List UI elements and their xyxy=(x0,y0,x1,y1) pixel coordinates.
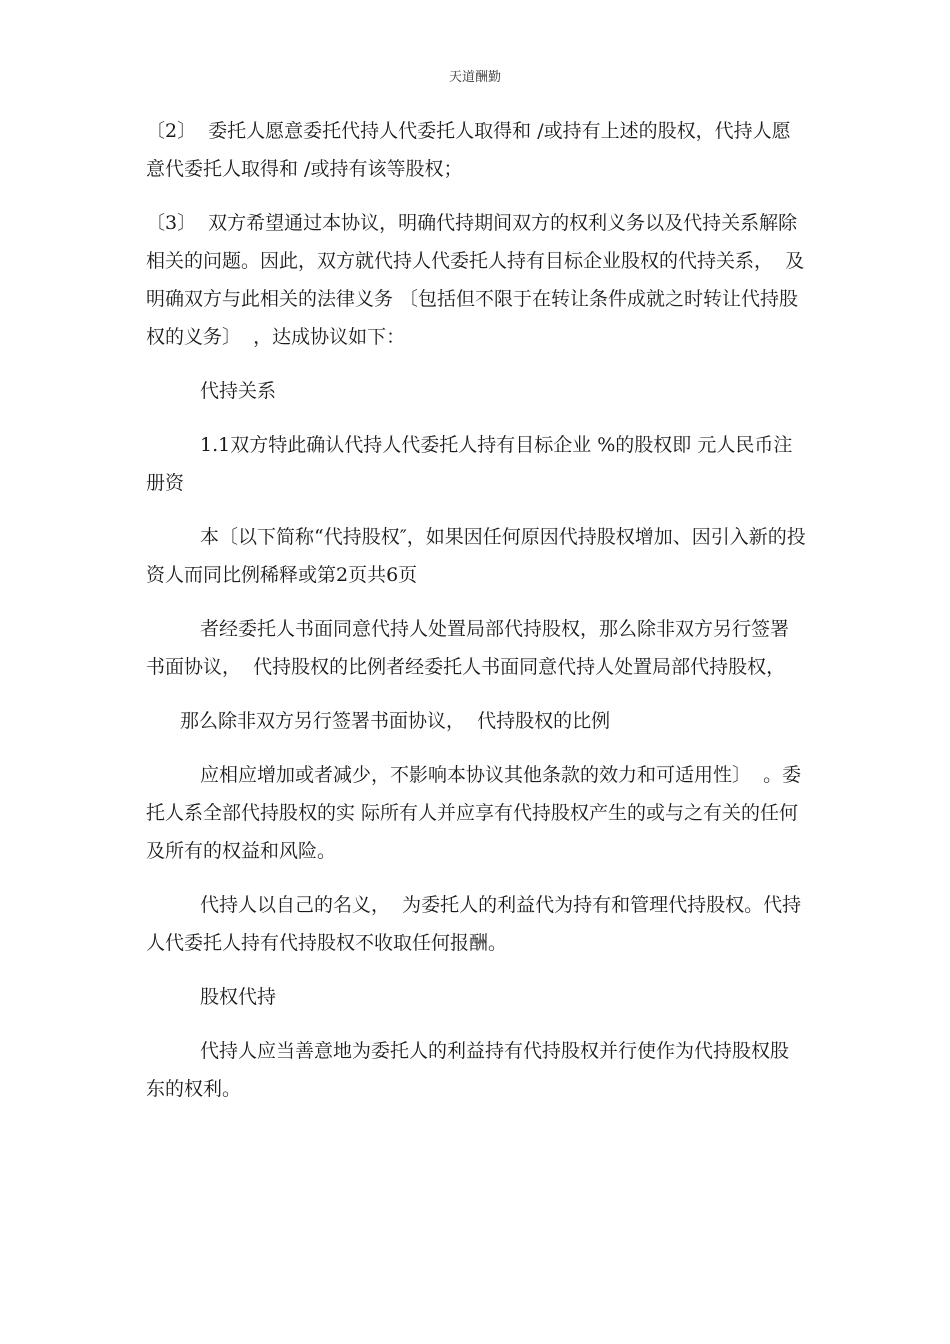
paragraph-adjustment: 应相应增加或者减少，不影响本协议其他条款的效力和可适用性〕 。委托人系全部代持股权的实 际所有人并应享有代持股权产生的或与之有关的任何及所有的权益和风险。 xyxy=(146,764,802,862)
paragraph-definition: 本〔以下简称“代持股权″，如果因任何原因代持股权增加、因引入新的投资人而同比例稀释或第2页共6页 xyxy=(146,526,806,586)
document-body xyxy=(146,112,806,1124)
paragraph-clause-2: 〔2〕 委托人愿意委托代持人代委托人取得和 /或持有上述的股权，代持人愿意代委托人取得和 /或持有该等股权； xyxy=(146,120,791,180)
paragraph-clause-3: 〔3〕 双方希望通过本协议，明确代持期间双方的权利义务以及代持关系解除相关的问题。因此，双方就代持人代委托人持有目标企业股权的代持关系， 及明确双方与此相关的法律义务 〔包括但不限于在转让条件成就之时转让代持股权的义务〕 ，达成协议如下： xyxy=(146,212,805,348)
page-header: 天道酬勤 xyxy=(448,70,501,85)
section-heading-custody-relation: 代持关系 xyxy=(200,380,277,402)
section-heading-equity-custody: 股权代持 xyxy=(200,986,277,1008)
paragraph-disposal: 者经委托人书面同意代持人处置局部代持股权，那么除非双方另行签署书面协议， 代持股权的比例者经委托人书面同意代持人处置局部代持股权， xyxy=(146,618,790,678)
paragraph-ratio: 那么除非双方另行签署书面协议， 代持股权的比例 xyxy=(180,710,611,732)
paragraph-own-name: 代持人以自己的名义， 为委托人的利益代为持有和管理代持股权。代持人代委托人持有代持股权不收取任何报酬。 xyxy=(146,894,802,954)
paragraph-1-1: 1.1双方特此确认代持人代委托人持有目标企业 %的股权即 元人民币注册资 xyxy=(146,434,793,494)
paragraph-good-faith: 代持人应当善意地为委托人的利益持有代持股权并行使作为代持股权股东的权利。 xyxy=(146,1040,790,1100)
